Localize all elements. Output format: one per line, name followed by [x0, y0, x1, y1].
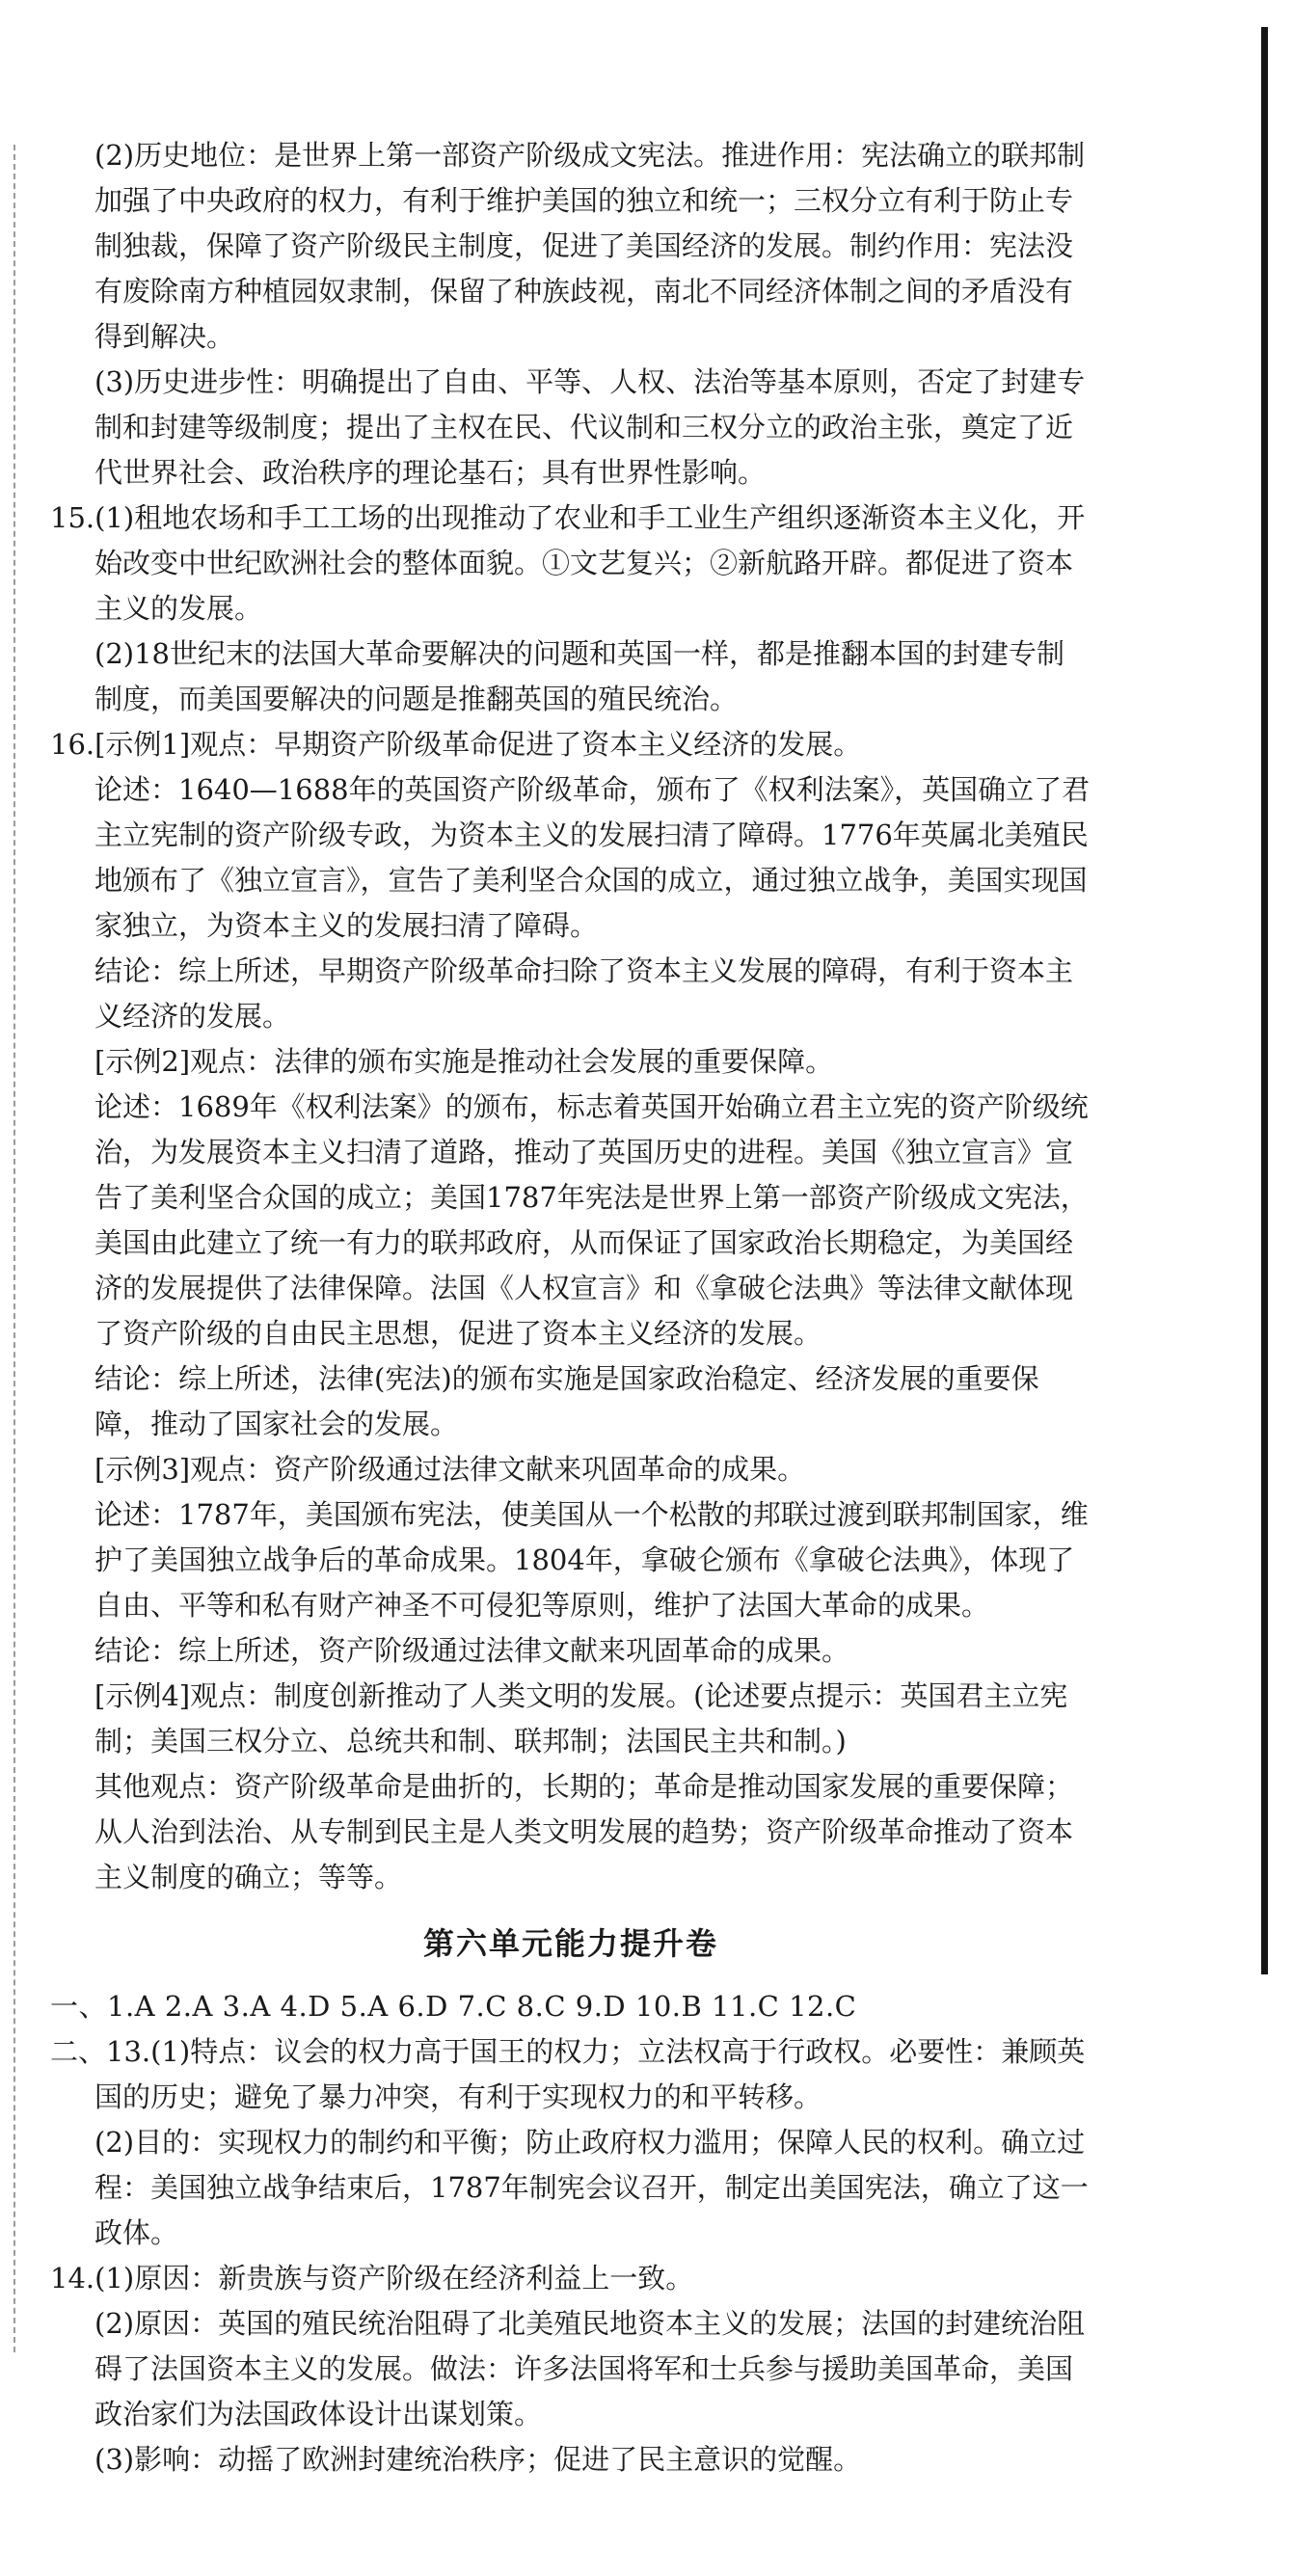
q16-example2-conclusion: 结论：综上所述，法律(宪法)的颁布实施是国家政治稳定、经济发展的重要保障，推动了国家社会的发展。: [94, 1362, 1039, 1440]
unit-title: 第六单元能力提升卷: [422, 1925, 718, 1962]
q14b-part2: (2)原因：英国的殖民统治阻碍了北美殖民地资本主义的发展；法国的封建统治阻碍了法国资本主义的发展。做法：许多法国将军和士兵参与援助美国革命，美国政治家们为法国政体设计出谋划策。: [94, 2307, 1086, 2430]
binding-dashed-line: [13, 145, 15, 2352]
q14-part2: (2)历史地位：是世界上第一部资产阶级成文宪法。推进作用：宪法确立的联邦制加强了中央政府的权力，有利于维护美国的独立和统一；三权分立有利于防止专制独裁，保障了资产阶级民主制度，促进了美国经济的发展。制约作用：宪法没有废除南方种植园奴隶制，保留了种族歧视，南北不同经济体制之间的矛盾没有得到解决。: [94, 139, 1086, 353]
q13-part2: (2)目的：实现权力的制约和平衡；防止政府权力滥用；保障人民的权利。确立过程：美国独立战争结束后，1787年制宪会议召开，制定出美国宪法，确立了这一政体。: [94, 2126, 1089, 2249]
q14b-part3: (3)影响：动摇了欧洲封建统治秩序；促进了民主意识的觉醒。: [94, 2443, 862, 2476]
q16-example4-view: [示例4]观点：制度创新推动了人类文明的发展。(论述要点提示：英国君主立宪制；美国三权分立、总统共和制、联邦制；法国民主共和制。): [94, 1679, 1068, 1758]
q16-example3-conclusion: 结论：综上所述，资产阶级通过法律文献来巩固革命的成果。: [94, 1634, 850, 1667]
page-edge-bar: [1261, 27, 1268, 1974]
q15-part1: 15.(1)租地农场和手工工场的出现推动了农业和手工业生产组织逐渐资本主义化，开始改变中世纪欧洲社会的整体面貌。①文艺复兴；②新航路开辟。都促进了资本主义的发展。: [50, 501, 1086, 625]
multiple-choice-answers: 一、1.A 2.A 3.A 4.D 5.A 6.D 7.C 8.C 9.D 10.B 11.C 12.C: [50, 1990, 857, 2023]
q16-example1-view: 16.[示例1]观点：早期资产阶级革命促进了资本主义经济的发展。: [50, 728, 862, 761]
q16-example3-view: [示例3]观点：资产阶级通过法律文献来巩固革命的成果。: [94, 1453, 806, 1486]
q16-example2-view: [示例2]观点：法律的颁布实施是推动社会发展的重要保障。: [94, 1045, 834, 1078]
q14b-part1: 14.(1)原因：新贵族与资产阶级在经济利益上一致。: [50, 2262, 694, 2294]
q14-part3: (3)历史进步性：明确提出了自由、平等、人权、法治等基本原则，否定了封建专制和封建等级制度；提出了主权在民、代议制和三权分立的政治主张，奠定了近代世界社会、政治秩序的理论基石；具有世界性影响。: [94, 365, 1086, 489]
q16-example3-argument: 论述：1787年，美国颁布宪法，使美国从一个松散的邦联过渡到联邦制国家，维护了美国独立战争后的革命成果。1804年，拿破仑颁布《拿破仑法典》，体现了自由、平等和私有财产神圣不可侵犯等原则，维护了法国大革命的成果。: [94, 1498, 1089, 1622]
q15-part2: (2)18世纪末的法国大革命要解决的问题和英国一样，都是推翻本国的封建专制制度，而美国要解决的问题是推翻英国的殖民统治。: [94, 637, 1064, 715]
q16-example1-argument: 论述：1640—1688年的英国资产阶级革命，颁布了《权利法案》，英国确立了君主立宪制的资产阶级专政，为资本主义的发展扫清了障碍。1776年英属北美殖民地颁布了《独立宣言》，宣告了美利坚合众国的成立，通过独立战争，美国实现国家独立，为资本主义的发展扫清了障碍。: [94, 773, 1091, 942]
q13-part1: 二、13.(1)特点：议会的权力高于国王的权力；立法权高于行政权。必要性：兼顾英国的历史；避免了暴力冲突，有利于实现权力的和平转移。: [50, 2035, 1086, 2113]
q16-other-views: 其他观点：资产阶级革命是曲折的，长期的；革命是推动国家发展的重要保障；从人治到法治、从专制到民主是人类文明发展的趋势；资产阶级革命推动了资本主义制度的确立；等等。: [94, 1770, 1074, 1893]
answer-content: [50, 133, 1091, 2482]
q16-example2-argument: 论述：1689年《权利法案》的颁布，标志着英国开始确立君主立宪的资产阶级统治，为发展资本主义扫清了道路，推动了英国历史的进程。美国《独立宣言》宣告了美利坚合众国的成立；美国1787年宪法是世界上第一部资产阶级成文宪法，美国由此建立了统一有力的联邦政府，从而保证了国家政治长期稳定，为美国经济的发展提供了法律保障。法国《人权宣言》和《拿破仑法典》等法律文献体现了资产阶级的自由民主思想，促进了资本主义经济的发展。: [94, 1090, 1089, 1350]
q16-example1-conclusion: 结论：综上所述，早期资产阶级革命扫除了资本主义发展的障碍，有利于资本主义经济的发展。: [94, 954, 1074, 1033]
